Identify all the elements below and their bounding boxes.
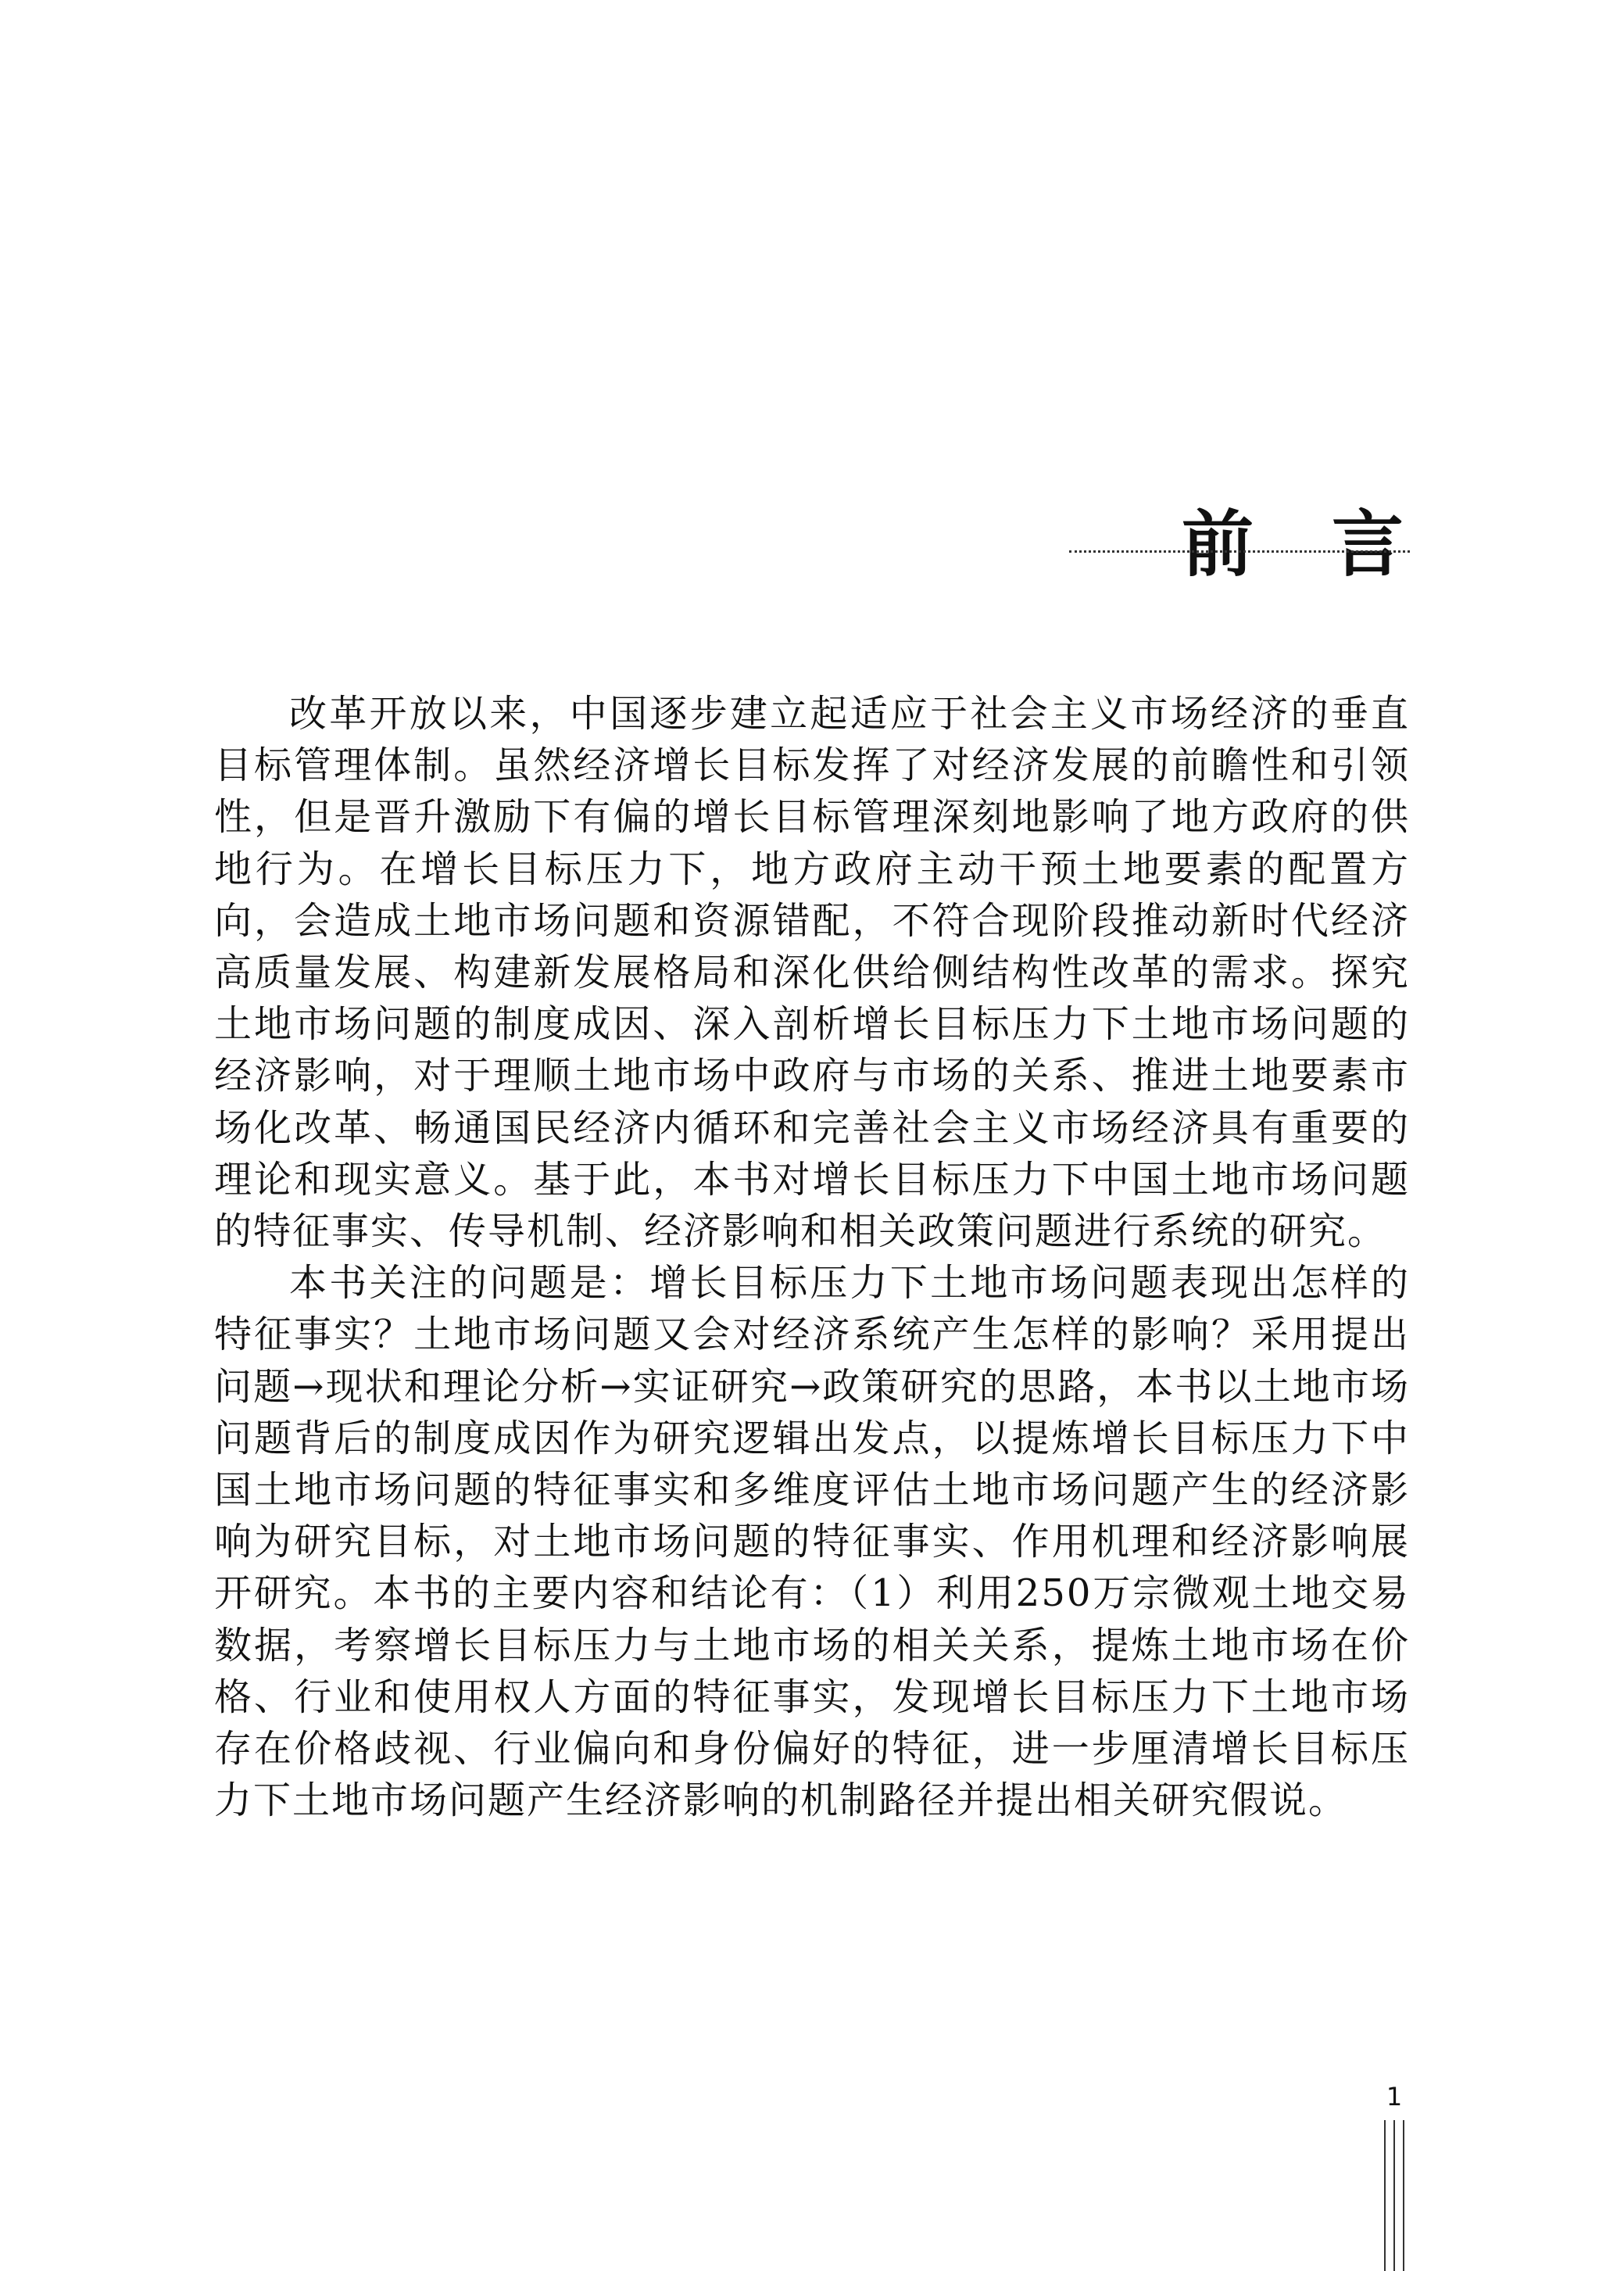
edge-line [1403, 2120, 1404, 2271]
paragraph-2: 本书关注的问题是：增长目标压力下土地市场问题表现出怎样的特征事实？土地市场问题又会对经济系统产生怎样的影响？采用提出问题→现状和理论分析→实证研究→政策研究的思路，本书以土地市场问题背后的制度成因作为研究逻辑出发点，以提炼增长目标压力下中国土地市场问题的特征事实和多维度评估土地市场问题产生的经济影响为研究目标，对土地市场问题的特征事实、作用机理和经济影响展开研究。本书的主要内容和结论有：（1）利用250万宗微观土地交易数据，考察增长目标压力与土地市场的相关关系，提炼土地市场在价格、行业和使用权人方面的特征事实，发现增长目标压力下土地市场存在价格歧视、行业偏向和身份偏好的特征，进一步厘清增长目标压力下土地市场问题产生经济影响的机制路径并提出相关研究假说。 [214, 1261, 1410, 1823]
edge-line [1393, 2120, 1395, 2271]
title-dotted-rule [1069, 550, 1410, 553]
body-text [214, 688, 1410, 1826]
edge-decoration-lines [1384, 2120, 1404, 2271]
edge-line [1384, 2120, 1386, 2271]
page-number: 1 [1386, 2082, 1403, 2112]
chapter-title: 前言 [1181, 501, 1482, 586]
paragraph-1: 改革开放以来，中国逐步建立起适应于社会主义市场经济的垂直目标管理体制。虽然经济增长目标发挥了对经济发展的前瞻性和引领性，但是晋升激励下有偏的增长目标管理深刻地影响了地方政府的供地行为。在增长目标压力下，地方政府主动干预土地要素的配置方向，会造成土地市场问题和资源错配，不符合现阶段推动新时代经济高质量发展、构建新发展格局和深化供给侧结构性改革的需求。探究土地市场问题的制度成因、深入剖析增长目标压力下土地市场问题的经济影响，对于理顺土地市场中政府与市场的关系、推进土地要素市场化改革、畅通国民经济内循环和完善社会主义市场经济具有重要的理论和现实意义。基于此，本书对增长目标压力下中国土地市场问题的特征事实、传导机制、经济影响和相关政策问题进行系统的研究。 [214, 692, 1410, 1254]
